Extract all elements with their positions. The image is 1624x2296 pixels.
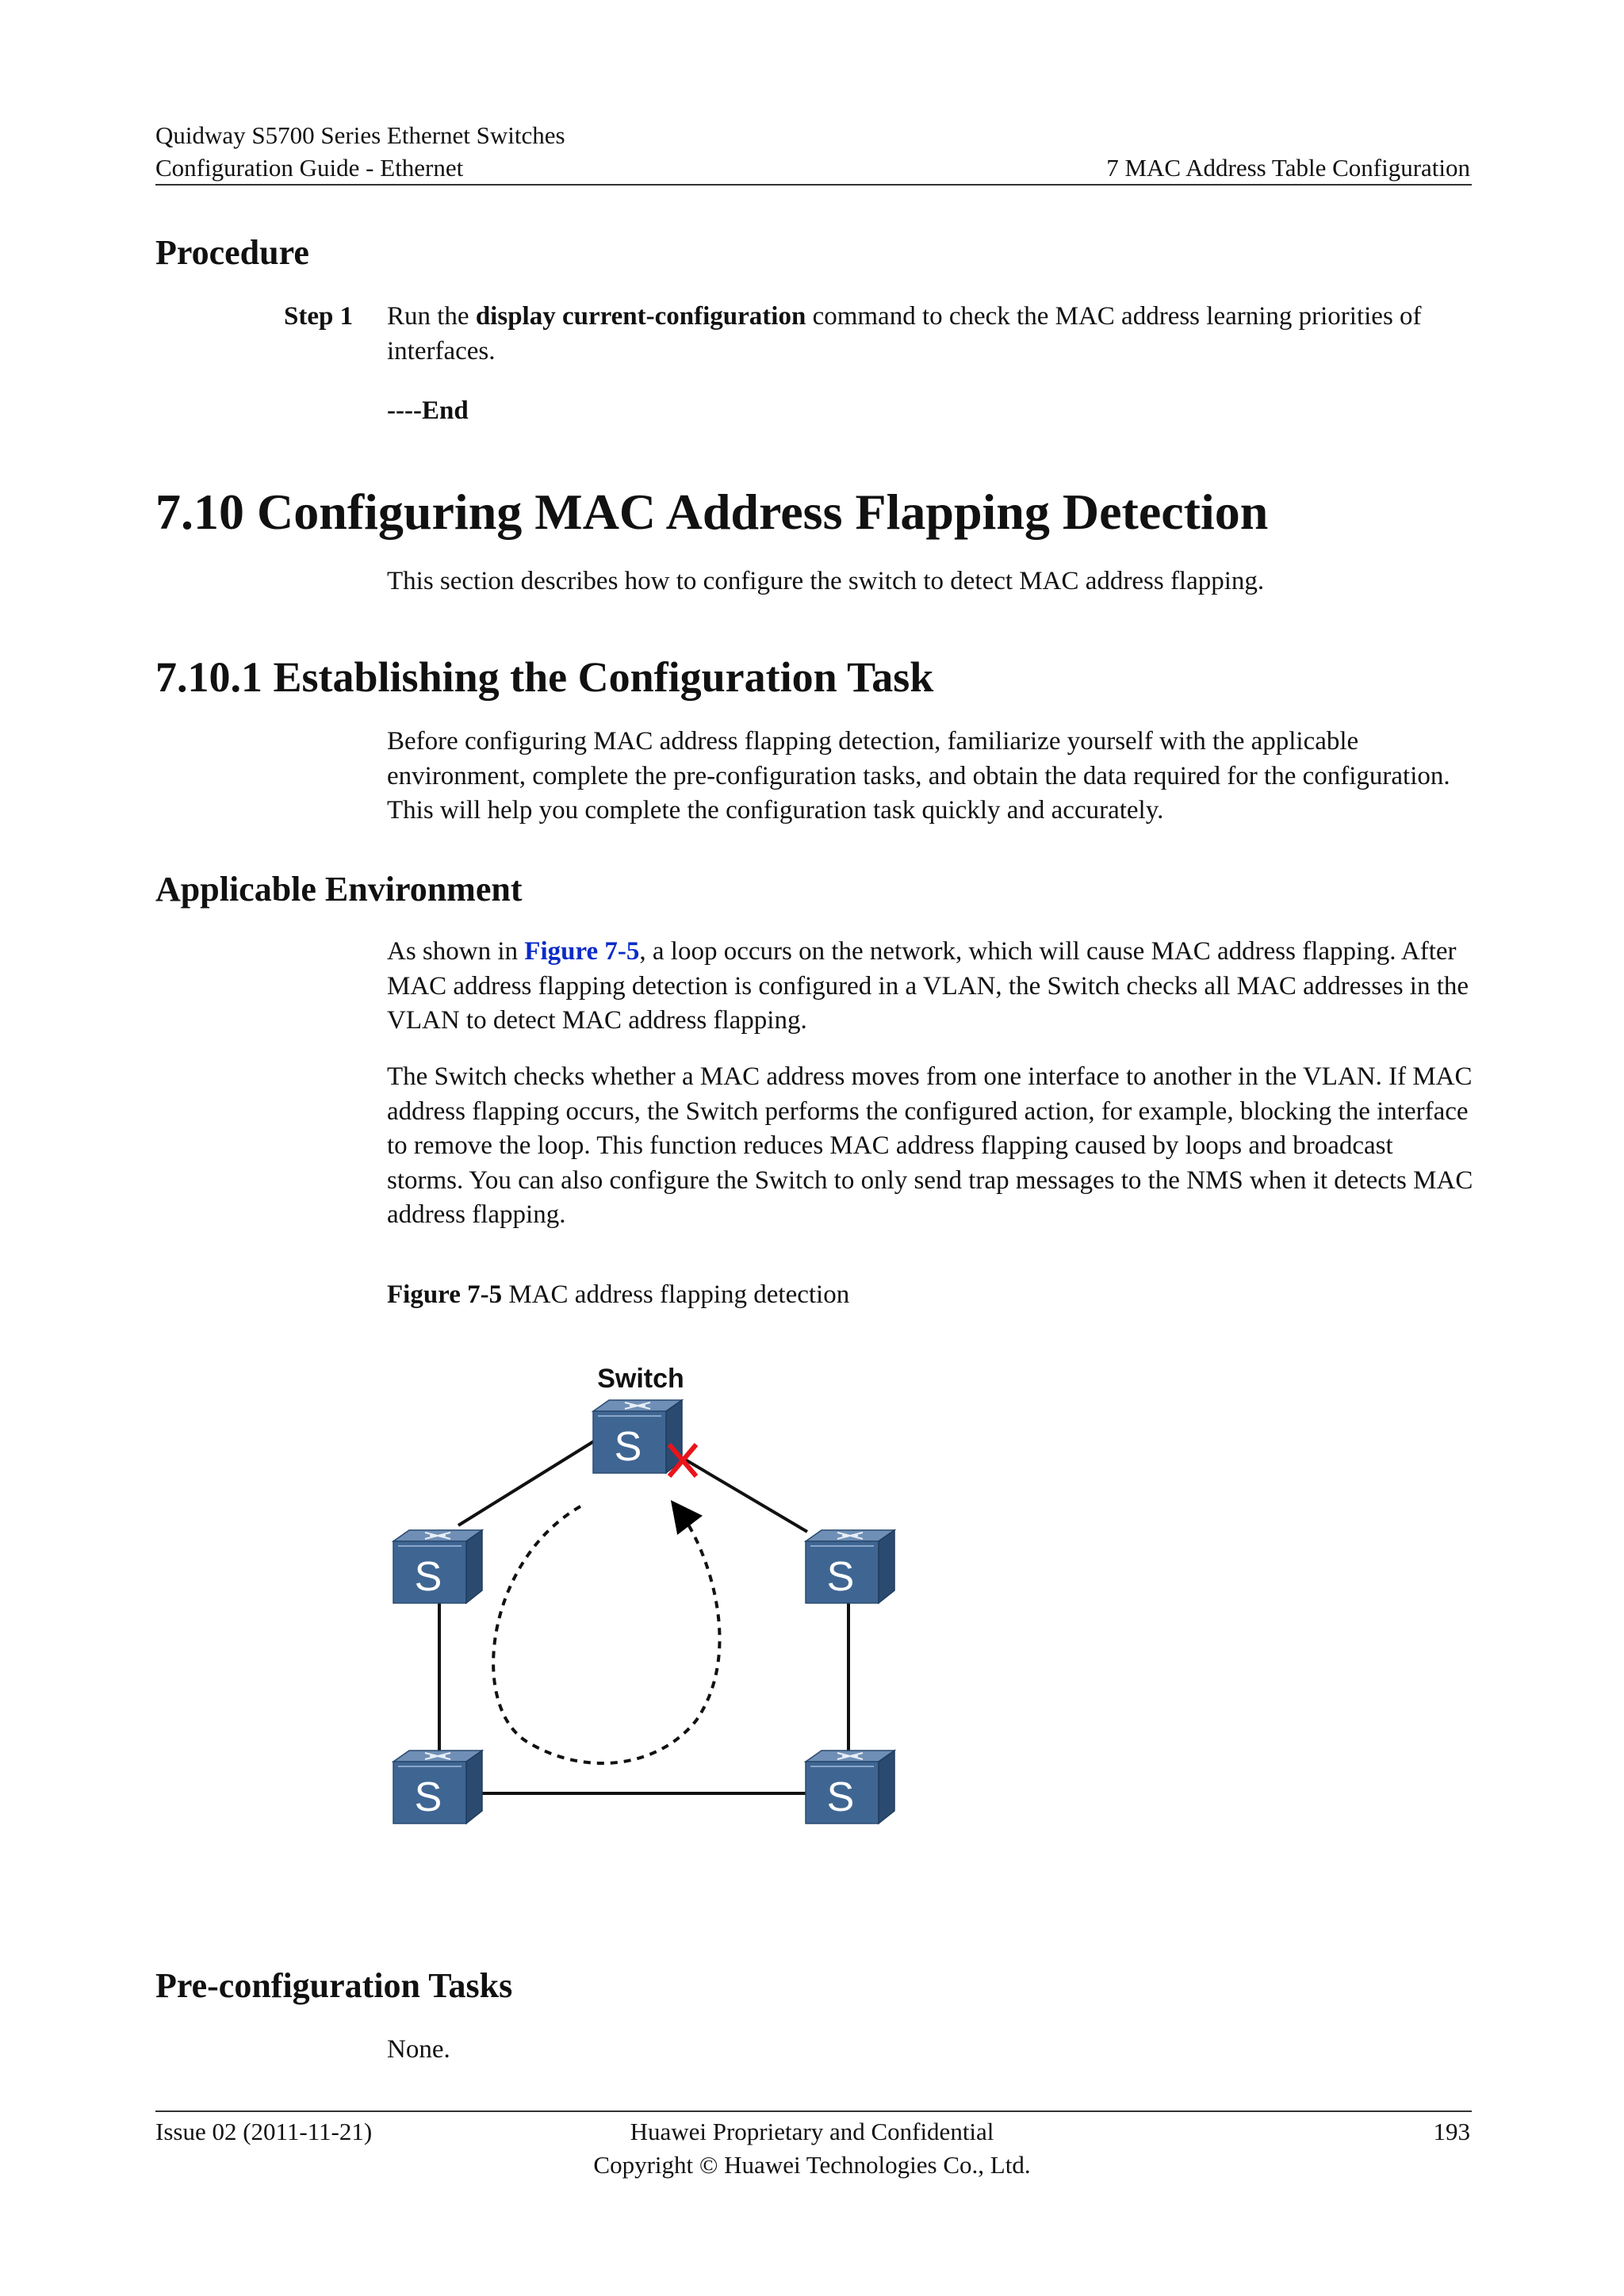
preconfig-heading: Pre-configuration Tasks (155, 1966, 513, 2005)
loop-arrow (493, 1506, 719, 1763)
preconfig-text: None. (387, 2035, 450, 2064)
p1-post: , a loop occurs on the network, which will cause MAC address flapping. After MAC address flapping detection is configured in a VLAN, the Switch checks all MAC addresses in the VLAN to detect MAC address flapping. (387, 937, 1469, 1035)
applicable-heading: Applicable Environment (155, 870, 523, 909)
switch-label: Switch (597, 1364, 684, 1394)
subsection-intro: Before configuring MAC address flapping detection, familiarize yourself with the applicable environment, complete the pre-configuration tasks, and obtain the data required for the configuration. This will help you complete the configuration task quickly and accurately. (387, 727, 1450, 825)
applicable-paragraph-2: The Switch checks whether a MAC address moves from one interface to another in the VLAN. If MAC address flapping occurs, the Switch performs the configured action, for example, blocking the interface to remove the loop. This function reduces MAC address flapping caused by loops and broadcast storms. You can also configure the Switch to only send trap messages to the NMS when it detects MAC address flapping. (387, 1062, 1473, 1229)
procedure-end: ----End (387, 396, 469, 425)
figure-caption-text: MAC address flapping detection (502, 1280, 850, 1309)
device-letter: S (826, 1774, 855, 1820)
footer-rule (155, 2110, 1472, 2112)
footer-page-number: 193 (1433, 2118, 1470, 2145)
link-top-right (668, 1449, 807, 1532)
device-letter: S (614, 1424, 642, 1470)
figure-caption-label: Figure 7-5 (387, 1280, 503, 1309)
header-product: Quidway S5700 Series Ethernet Switches (155, 121, 565, 149)
step-text (387, 300, 1475, 369)
step-command: display current-configuration (475, 302, 806, 331)
step-text-post: command to check the MAC address learning priorities of interfaces. (387, 302, 1422, 365)
section-title: 7.10 Configuring MAC Address Flapping Detection (155, 484, 1269, 540)
switch-icon (806, 1751, 894, 1823)
footer-copyright: Copyright © Huawei Technologies Co., Ltd. (593, 2151, 1031, 2179)
section-intro: This section describes how to configure the switch to detect MAC address flapping. (387, 567, 1265, 595)
figure-link[interactable]: Figure 7-5 (524, 937, 640, 966)
step-text-pre: Run the (387, 302, 476, 331)
subsection-title: 7.10.1 Establishing the Configuration Task (155, 653, 934, 701)
switch-icon (806, 1530, 894, 1603)
switch-icon (393, 1751, 482, 1823)
step-label: Step 1 (284, 302, 354, 331)
procedure-heading: Procedure (155, 233, 309, 272)
figure-caption (387, 1278, 849, 1312)
switch-icon (393, 1530, 482, 1603)
p1-pre: As shown in (387, 937, 525, 966)
switch-icon (593, 1400, 682, 1473)
device-letter: S (414, 1554, 442, 1600)
footer-confidential: Huawei Proprietary and Confidential (630, 2118, 994, 2145)
network-diagram (373, 1348, 944, 1855)
footer-issue: Issue 02 (2011-11-21) (155, 2118, 373, 2145)
device-letter: S (414, 1774, 442, 1820)
header-chapter: 7 MAC Address Table Configuration (1106, 154, 1470, 182)
header-rule (155, 184, 1472, 186)
device-letter: S (826, 1554, 855, 1600)
link-top-left (458, 1440, 596, 1525)
applicable-paragraph-1 (387, 935, 1475, 1039)
header-guide: Configuration Guide - Ethernet (155, 154, 464, 182)
